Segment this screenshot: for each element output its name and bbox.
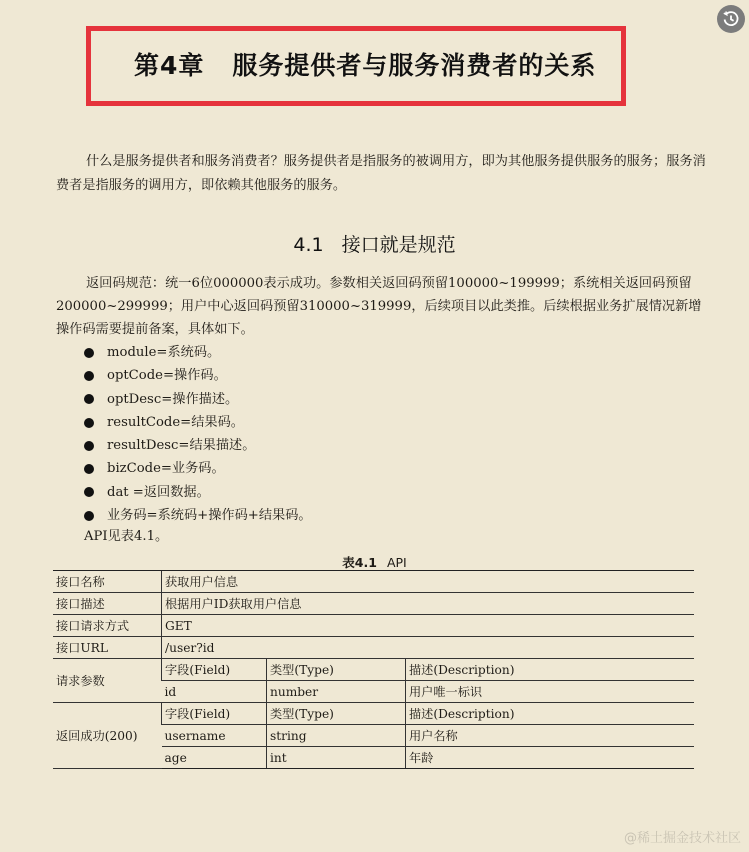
api-table [53, 570, 694, 769]
table-row-value: GET [162, 615, 695, 637]
table-cell: username [162, 725, 267, 747]
watermark: @稀土掘金技术社区 [623, 831, 741, 846]
bullet-icon [84, 418, 94, 428]
table-row-value: 根据用户ID获取用户信息 [162, 593, 695, 615]
table-row [53, 703, 694, 725]
bullet-icon [84, 371, 94, 381]
list-item: bizCode=业务码。 [84, 457, 312, 480]
bullet-icon [84, 394, 94, 404]
table-row [53, 593, 694, 615]
table-row-label: 接口描述 [53, 593, 162, 615]
table-row-label: 接口URL [53, 637, 162, 659]
table-cell: number [267, 681, 406, 703]
table-header-cell: 描述(Description) [406, 659, 695, 681]
bullet-icon [84, 441, 94, 451]
table-row-value: 获取用户信息 [162, 571, 695, 593]
intro-paragraph: 什么是服务提供者和服务消费者？服务提供者是指服务的被调用方，即为其他服务提供服务的服务；服务消费者是指服务的调用方，即依赖其他服务的服务。 [56, 154, 706, 193]
table-header-cell: 字段(Field) [162, 703, 267, 725]
bullet-list [84, 341, 312, 527]
bullet-icon [84, 511, 94, 521]
table-row [53, 637, 694, 659]
bullet-icon [84, 464, 94, 474]
table-cell: int [267, 747, 406, 769]
table-caption-number: 表4.1 [342, 555, 377, 570]
table-row [53, 659, 694, 681]
list-item: 业务码=系统码+操作码+结果码。 [84, 504, 312, 527]
return-code-paragraph: 返回码规范：统一6位000000表示成功。参数相关返回码预留100000~199999；系统相关返回码预留200000~299999；用户中心返回码预留310000~319999，后续项目以此类推。后续根据业务扩展情况新增操作码需要提前备案，具体如下。 [56, 276, 702, 337]
table-row [53, 571, 694, 593]
list-item: resultCode=结果码。 [84, 411, 312, 434]
list-item: dat =返回数据。 [84, 481, 312, 504]
table-cell: string [267, 725, 406, 747]
table-row-label: 接口名称 [53, 571, 162, 593]
chapter-number: 第4章 [134, 51, 205, 80]
table-cell: age [162, 747, 267, 769]
section-number: 4.1 [293, 234, 324, 256]
bullet-icon [84, 487, 94, 497]
list-item: optCode=操作码。 [84, 364, 312, 387]
table-cell: 年龄 [406, 747, 695, 769]
table-cell: 用户名称 [406, 725, 695, 747]
table-header-cell: 描述(Description) [406, 703, 695, 725]
table-cell: id [162, 681, 267, 703]
response-success-label: 返回成功(200) [53, 703, 162, 769]
chapter-title [134, 46, 624, 82]
list-item: resultDesc=结果描述。 [84, 434, 312, 457]
table-row-label: 接口请求方式 [53, 615, 162, 637]
table-row [53, 615, 694, 637]
section-heading [0, 230, 749, 257]
history-icon[interactable] [717, 5, 745, 33]
table-header-cell: 字段(Field) [162, 659, 267, 681]
list-item: module=系统码。 [84, 341, 312, 364]
table-caption-title: API [386, 555, 407, 570]
request-params-label: 请求参数 [53, 659, 162, 703]
section-title-text: 接口就是规范 [341, 234, 456, 256]
list-item: optDesc=操作描述。 [84, 388, 312, 411]
api-reference-text: API见表4.1。 [84, 529, 169, 544]
table-header-cell: 类型(Type) [267, 703, 406, 725]
chapter-title-text: 服务提供者与服务消费者的关系 [232, 51, 597, 80]
table-cell: 用户唯一标识 [406, 681, 695, 703]
bullet-icon [84, 348, 94, 358]
table-header-cell: 类型(Type) [267, 659, 406, 681]
table-row-value: /user?id [162, 637, 695, 659]
table-caption [0, 553, 749, 571]
